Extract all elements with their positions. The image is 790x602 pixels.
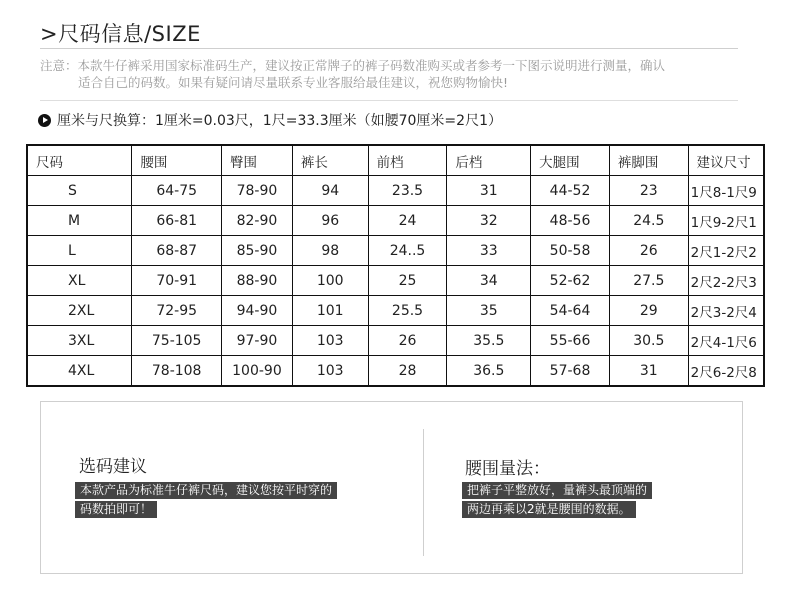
table-cell: 36.5 (447, 356, 531, 387)
table-cell: 96 (292, 206, 368, 236)
table-cell: 100 (292, 266, 368, 296)
size-cell: 2XL (27, 296, 132, 326)
table-cell: 72-95 (132, 296, 222, 326)
table-cell: 33 (447, 236, 531, 266)
table-cell: 70-91 (132, 266, 222, 296)
table-cell: 78-90 (222, 176, 293, 206)
table-cell: 26 (609, 236, 688, 266)
table-cell: 35.5 (447, 326, 531, 356)
table-cell: 26 (368, 326, 447, 356)
table-cell: 98 (292, 236, 368, 266)
table-cell: 32 (447, 206, 531, 236)
table-cell: 24..5 (368, 236, 447, 266)
table-cell: 55-66 (531, 326, 610, 356)
table-cell: 25 (368, 266, 447, 296)
header-cell: 尺码 (27, 145, 132, 176)
play-bullet-icon (38, 114, 51, 127)
note-line-2: 适合自己的码数。如果有疑问请尽量联系专业客服给最佳建议，祝您购物愉快! (78, 75, 509, 90)
conversion-info (38, 110, 502, 130)
table-cell: 48-56 (531, 206, 610, 236)
header-cell: 裤脚围 (609, 145, 688, 176)
header-cell: 后档 (447, 145, 531, 176)
table-cell: 2尺3-2尺4 (688, 296, 764, 326)
table-cell: 85-90 (222, 236, 293, 266)
table-row (27, 356, 764, 387)
table-cell: 29 (609, 296, 688, 326)
size-cell: S (27, 176, 132, 206)
size-advice-title: 选码建议 (79, 457, 147, 477)
size-cell: L (27, 236, 132, 266)
table-row (27, 326, 764, 356)
waist-measure-line-2: 两边再乘以2就是腰围的数据。 (462, 501, 636, 518)
table-cell: 82-90 (222, 206, 293, 236)
header-divider (40, 48, 738, 49)
table-cell: 52-62 (531, 266, 610, 296)
table-cell: 100-90 (222, 356, 293, 387)
table-cell: 2尺2-2尺3 (688, 266, 764, 296)
table-cell: 23.5 (368, 176, 447, 206)
table-row (27, 206, 764, 236)
table-row (27, 236, 764, 266)
note-line-1: 注意：本款牛仔裤采用国家标准码生产，建议按正常牌子的裤子码数准购买或者参考一下图示说明进行测量，确认 (40, 58, 666, 73)
table-cell: 54-64 (531, 296, 610, 326)
table-cell: 78-108 (132, 356, 222, 387)
size-table (26, 144, 765, 387)
header-cell: 臀围 (222, 145, 293, 176)
table-cell: 24.5 (609, 206, 688, 236)
table-cell: 23 (609, 176, 688, 206)
size-cell: XL (27, 266, 132, 296)
table-cell: 31 (609, 356, 688, 387)
table-cell: 94-90 (222, 296, 293, 326)
table-cell: 1尺9-2尺1 (688, 206, 764, 236)
guide-divider (423, 429, 424, 556)
table-cell: 94 (292, 176, 368, 206)
table-cell: 66-81 (132, 206, 222, 236)
header-cell: 大腿围 (531, 145, 610, 176)
table-cell: 30.5 (609, 326, 688, 356)
table-row (27, 296, 764, 326)
table-cell: 31 (447, 176, 531, 206)
page-title: >尺码信息/SIZE (40, 22, 201, 46)
table-cell: 1尺8-1尺9 (688, 176, 764, 206)
conversion-text: 厘米与尺换算：1厘米=0.03尺，1尺=33.3厘米（如腰70厘米=2尺1） (57, 113, 502, 129)
header-cell: 腰围 (132, 145, 222, 176)
table-cell: 25.5 (368, 296, 447, 326)
table-cell: 2尺6-2尺8 (688, 356, 764, 387)
note-divider (40, 100, 738, 101)
header-cell: 建议尺寸 (688, 145, 764, 176)
table-cell: 101 (292, 296, 368, 326)
table-cell: 2尺1-2尺2 (688, 236, 764, 266)
size-cell: M (27, 206, 132, 236)
size-advice-line-2: 码数拍即可！ (75, 501, 157, 518)
table-cell: 44-52 (531, 176, 610, 206)
table-cell: 57-68 (531, 356, 610, 387)
table-cell: 64-75 (132, 176, 222, 206)
header-cell: 裤长 (292, 145, 368, 176)
table-row (27, 176, 764, 206)
table-cell: 68-87 (132, 236, 222, 266)
table-cell: 2尺4-1尺6 (688, 326, 764, 356)
table-cell: 28 (368, 356, 447, 387)
table-cell: 88-90 (222, 266, 293, 296)
table-cell: 103 (292, 356, 368, 387)
waist-measure-title: 腰围量法： (465, 459, 550, 479)
table-cell: 24 (368, 206, 447, 236)
waist-measure-line-1: 把裤子平整放好，量裤头最顶端的 (462, 482, 652, 499)
size-table-header-row (27, 145, 764, 176)
table-cell: 34 (447, 266, 531, 296)
size-note (40, 57, 740, 91)
size-cell: 3XL (27, 326, 132, 356)
table-cell: 50-58 (531, 236, 610, 266)
table-cell: 35 (447, 296, 531, 326)
table-row (27, 266, 764, 296)
table-cell: 27.5 (609, 266, 688, 296)
size-advice-line-1: 本款产品为标准牛仔裤尺码，建议您按平时穿的 (75, 482, 337, 499)
table-cell: 97-90 (222, 326, 293, 356)
table-cell: 75-105 (132, 326, 222, 356)
size-cell: 4XL (27, 356, 132, 387)
table-cell: 103 (292, 326, 368, 356)
header-cell: 前档 (368, 145, 447, 176)
